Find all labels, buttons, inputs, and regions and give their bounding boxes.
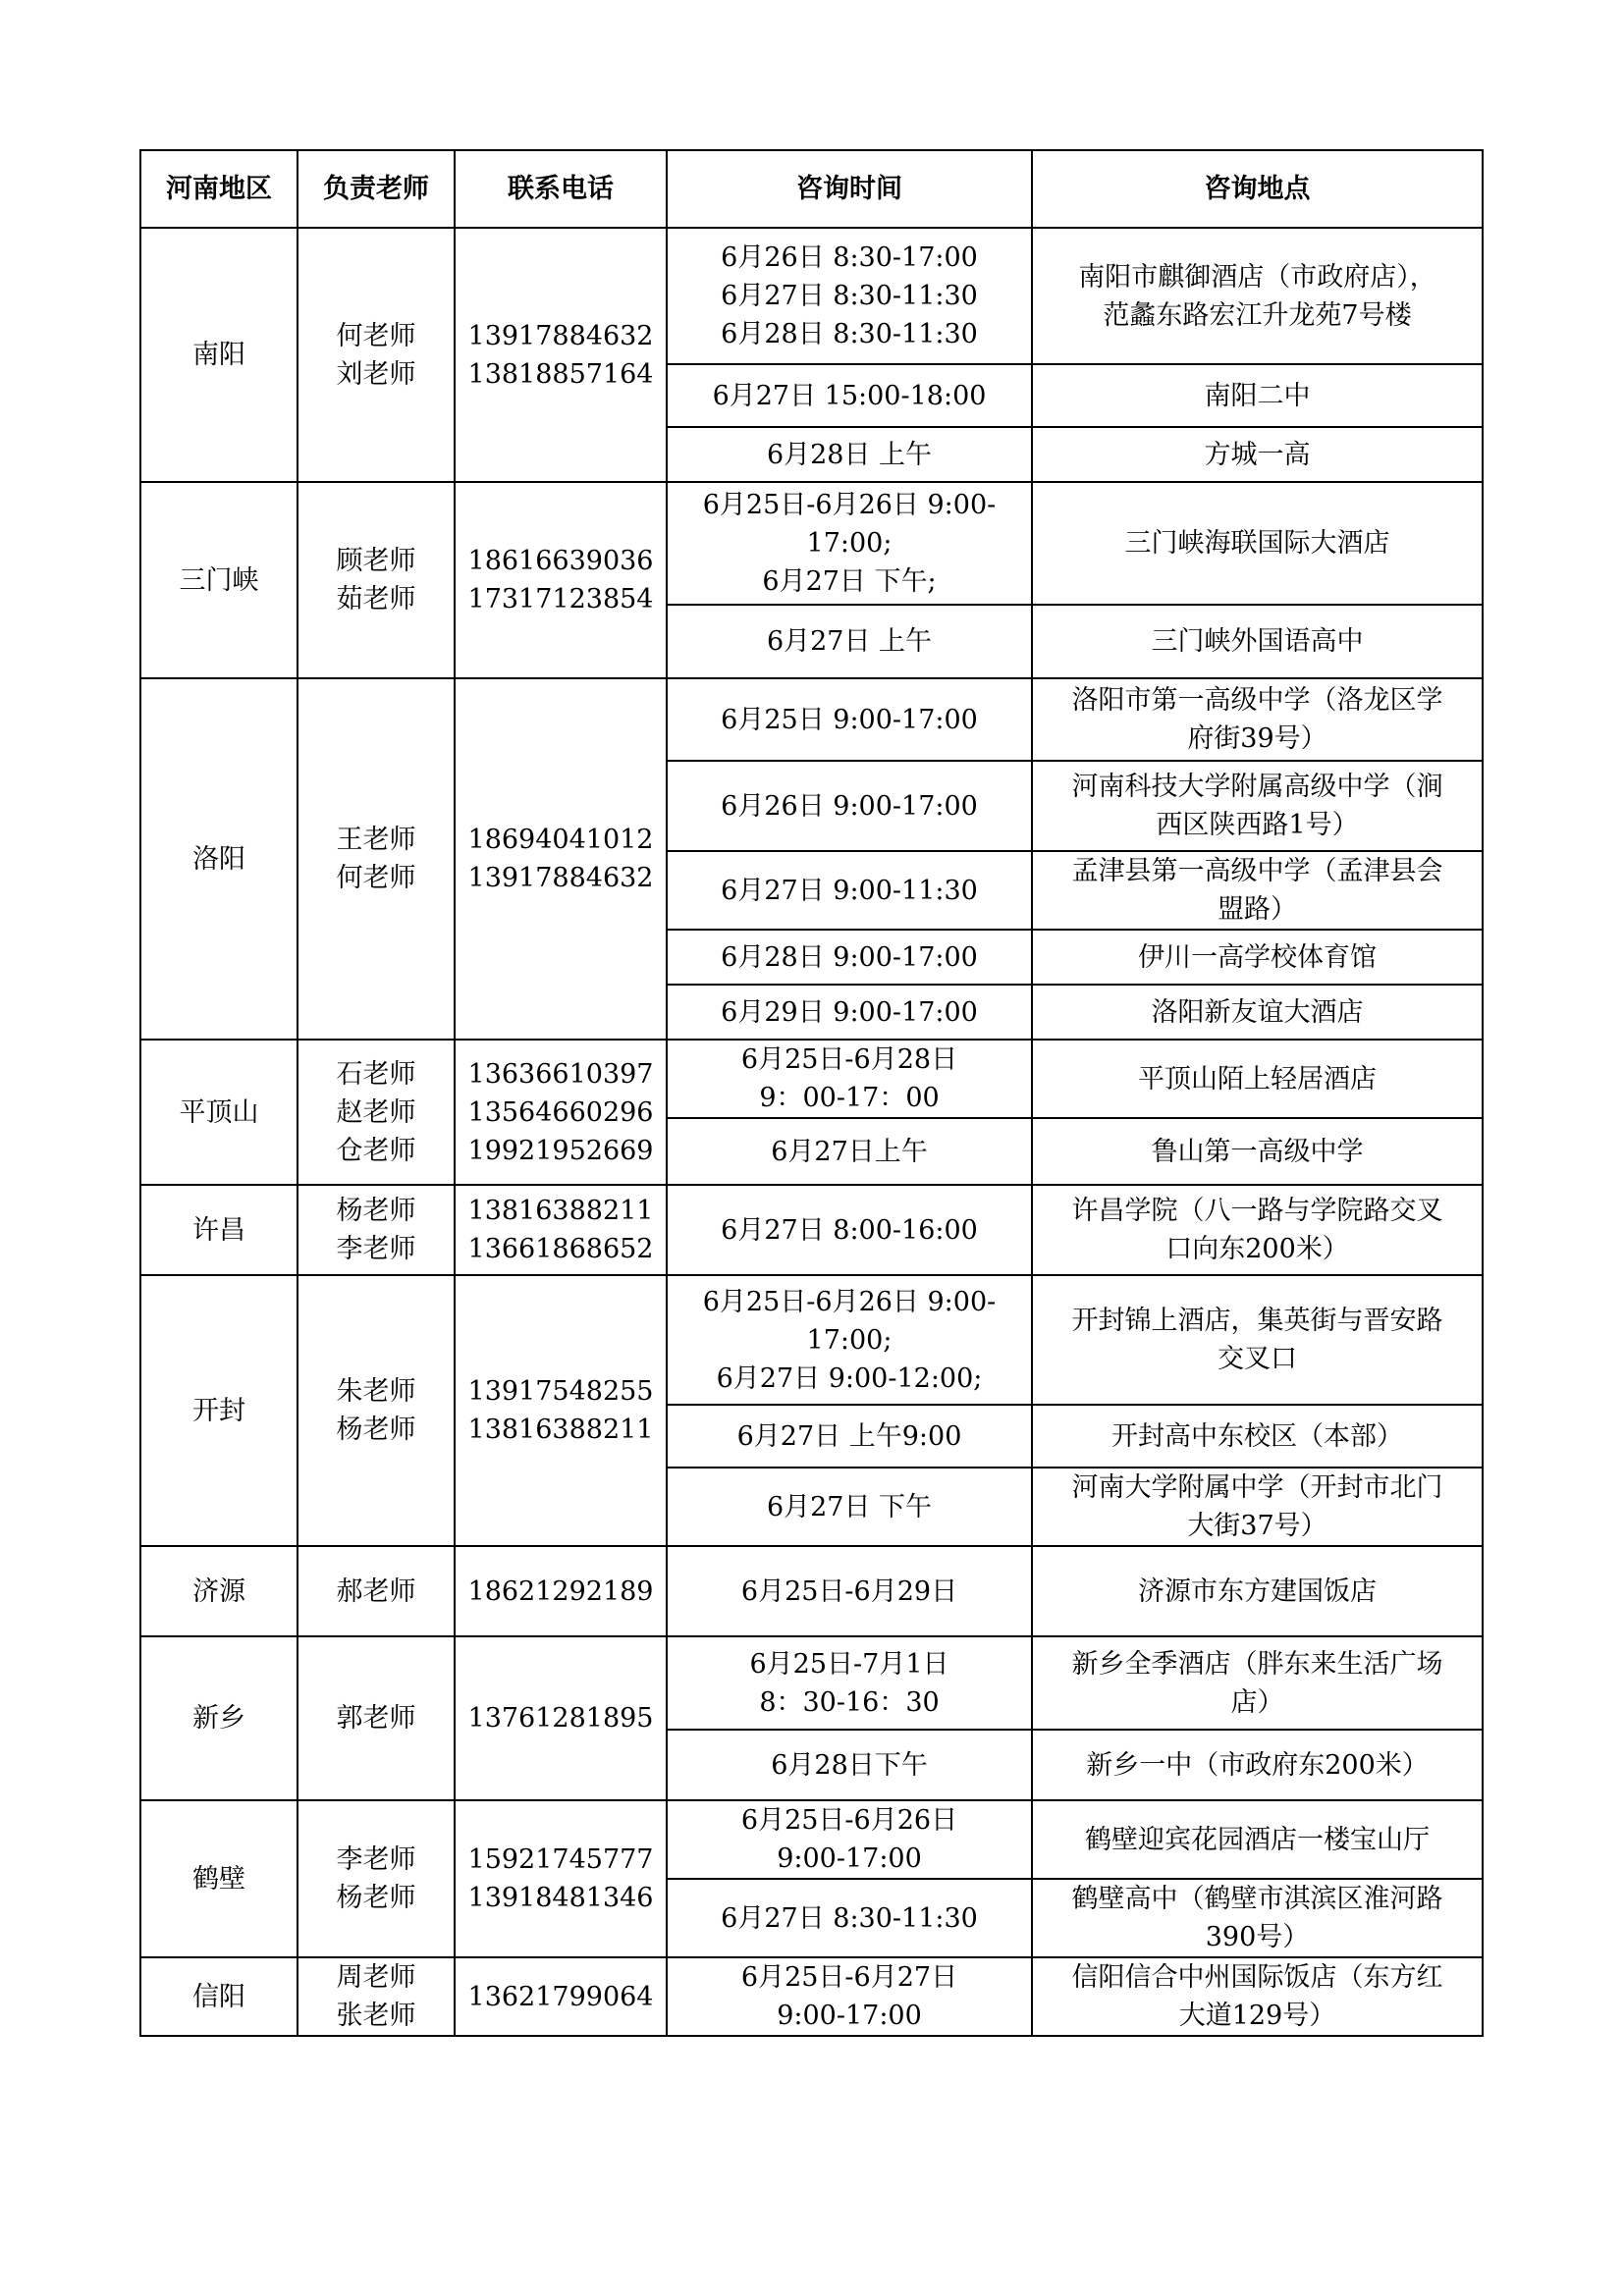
phone-cell: 13761281895 — [455, 1636, 667, 1800]
location-cell: 南阳市麒御酒店（市政府店）， 范蠡东路宏江升龙苑7号楼 — [1032, 228, 1483, 364]
time-cell: 6月27日上午 — [667, 1118, 1032, 1185]
time-cell: 6月26日 8:30-17:00 6月27日 8:30-11:30 6月28日 8:30-11:30 — [667, 228, 1032, 364]
time-cell: 6月25日-6月26日 9:00- 17:00; 6月27日 9:00-12:00; — [667, 1275, 1032, 1405]
time-cell: 6月27日 上午 — [667, 605, 1032, 678]
time-cell: 6月25日-7月1日 8：30-16：30 — [667, 1636, 1032, 1730]
teacher-cell: 周老师 张老师 — [298, 1957, 455, 2036]
region-cell: 三门峡 — [140, 482, 298, 678]
schedule-body — [140, 228, 1483, 2036]
header-teacher: 负责老师 — [298, 150, 455, 228]
header-phone: 联系电话 — [455, 150, 667, 228]
location-cell: 新乡全季酒店（胖东来生活广场 店） — [1032, 1636, 1483, 1730]
region-cell: 洛阳 — [140, 678, 298, 1040]
phone-cell: 13816388211 13661868652 — [455, 1185, 667, 1275]
time-cell: 6月27日 15:00-18:00 — [667, 364, 1032, 427]
time-cell: 6月26日 9:00-17:00 — [667, 761, 1032, 851]
time-cell: 6月27日 8:00-16:00 — [667, 1185, 1032, 1275]
location-cell: 平顶山陌上轻居酒店 — [1032, 1040, 1483, 1118]
time-cell: 6月27日 上午9:00 — [667, 1405, 1032, 1468]
location-cell: 鲁山第一高级中学 — [1032, 1118, 1483, 1185]
location-cell: 河南科技大学附属高级中学（涧 西区陕西路1号） — [1032, 761, 1483, 851]
location-cell: 方城一高 — [1032, 427, 1483, 482]
location-cell: 三门峡海联国际大酒店 — [1032, 482, 1483, 605]
region-cell: 信阳 — [140, 1957, 298, 2036]
time-cell: 6月27日 9:00-11:30 — [667, 851, 1032, 930]
table-row — [140, 1800, 1483, 1879]
phone-cell: 18621292189 — [455, 1546, 667, 1636]
teacher-cell: 杨老师 李老师 — [298, 1185, 455, 1275]
time-cell: 6月28日 上午 — [667, 427, 1032, 482]
location-cell: 河南大学附属中学（开封市北门 大街37号） — [1032, 1468, 1483, 1546]
region-cell: 新乡 — [140, 1636, 298, 1800]
table-row — [140, 1185, 1483, 1275]
location-cell: 南阳二中 — [1032, 364, 1483, 427]
phone-cell: 13636610397 13564660296 19921952669 — [455, 1040, 667, 1185]
time-cell: 6月27日 8:30-11:30 — [667, 1879, 1032, 1957]
location-cell: 鹤壁迎宾花园酒店一楼宝山厅 — [1032, 1800, 1483, 1879]
teacher-cell: 石老师 赵老师 仓老师 — [298, 1040, 455, 1185]
region-cell: 平顶山 — [140, 1040, 298, 1185]
header-region: 河南地区 — [140, 150, 298, 228]
table-row — [140, 1040, 1483, 1118]
header-time: 咨询时间 — [667, 150, 1032, 228]
consultation-schedule-table — [139, 149, 1484, 2037]
time-cell: 6月25日-6月28日 9：00-17：00 — [667, 1040, 1032, 1118]
teacher-cell: 顾老师 茹老师 — [298, 482, 455, 678]
time-cell: 6月25日-6月27日 9:00-17:00 — [667, 1957, 1032, 2036]
table-row — [140, 1546, 1483, 1636]
location-cell: 鹤壁高中（鹤壁市淇滨区淮河路 390号） — [1032, 1879, 1483, 1957]
time-cell: 6月25日-6月26日 9:00- 17:00; 6月27日 下午; — [667, 482, 1032, 605]
time-cell: 6月29日 9:00-17:00 — [667, 985, 1032, 1040]
header-location: 咨询地点 — [1032, 150, 1483, 228]
location-cell: 伊川一高学校体育馆 — [1032, 930, 1483, 985]
table-row — [140, 482, 1483, 605]
table-row — [140, 1275, 1483, 1405]
phone-cell: 13621799064 — [455, 1957, 667, 2036]
region-cell: 济源 — [140, 1546, 298, 1636]
time-cell: 6月28日 9:00-17:00 — [667, 930, 1032, 985]
location-cell: 开封锦上酒店，集英街与晋安路 交叉口 — [1032, 1275, 1483, 1405]
teacher-cell: 王老师 何老师 — [298, 678, 455, 1040]
location-cell: 信阳信合中州国际饭店（东方红 大道129号） — [1032, 1957, 1483, 2036]
location-cell: 孟津县第一高级中学（孟津县会 盟路） — [1032, 851, 1483, 930]
time-cell: 6月25日-6月26日 9:00-17:00 — [667, 1800, 1032, 1879]
table-row — [140, 1636, 1483, 1730]
location-cell: 洛阳新友谊大酒店 — [1032, 985, 1483, 1040]
time-cell: 6月28日下午 — [667, 1730, 1032, 1800]
table-row — [140, 228, 1483, 364]
location-cell: 开封高中东校区（本部） — [1032, 1405, 1483, 1468]
location-cell: 新乡一中（市政府东200米） — [1032, 1730, 1483, 1800]
region-cell: 开封 — [140, 1275, 298, 1546]
time-cell: 6月27日 下午 — [667, 1468, 1032, 1546]
location-cell: 济源市东方建国饭店 — [1032, 1546, 1483, 1636]
phone-cell: 18616639036 17317123854 — [455, 482, 667, 678]
teacher-cell: 郝老师 — [298, 1546, 455, 1636]
header-row — [140, 150, 1483, 228]
region-cell: 南阳 — [140, 228, 298, 482]
teacher-cell: 郭老师 — [298, 1636, 455, 1800]
teacher-cell: 李老师 杨老师 — [298, 1800, 455, 1957]
time-cell: 6月25日-6月29日 — [667, 1546, 1032, 1636]
time-cell: 6月25日 9:00-17:00 — [667, 678, 1032, 761]
teacher-cell: 朱老师 杨老师 — [298, 1275, 455, 1546]
teacher-cell: 何老师 刘老师 — [298, 228, 455, 482]
region-cell: 许昌 — [140, 1185, 298, 1275]
location-cell: 许昌学院（八一路与学院路交叉 口向东200米） — [1032, 1185, 1483, 1275]
phone-cell: 15921745777 13918481346 — [455, 1800, 667, 1957]
table-row — [140, 1957, 1483, 2036]
location-cell: 三门峡外国语高中 — [1032, 605, 1483, 678]
table-row — [140, 678, 1483, 761]
phone-cell: 13917548255 13816388211 — [455, 1275, 667, 1546]
phone-cell: 18694041012 13917884632 — [455, 678, 667, 1040]
phone-cell: 13917884632 13818857164 — [455, 228, 667, 482]
region-cell: 鹤壁 — [140, 1800, 298, 1957]
location-cell: 洛阳市第一高级中学（洛龙区学 府街39号） — [1032, 678, 1483, 761]
